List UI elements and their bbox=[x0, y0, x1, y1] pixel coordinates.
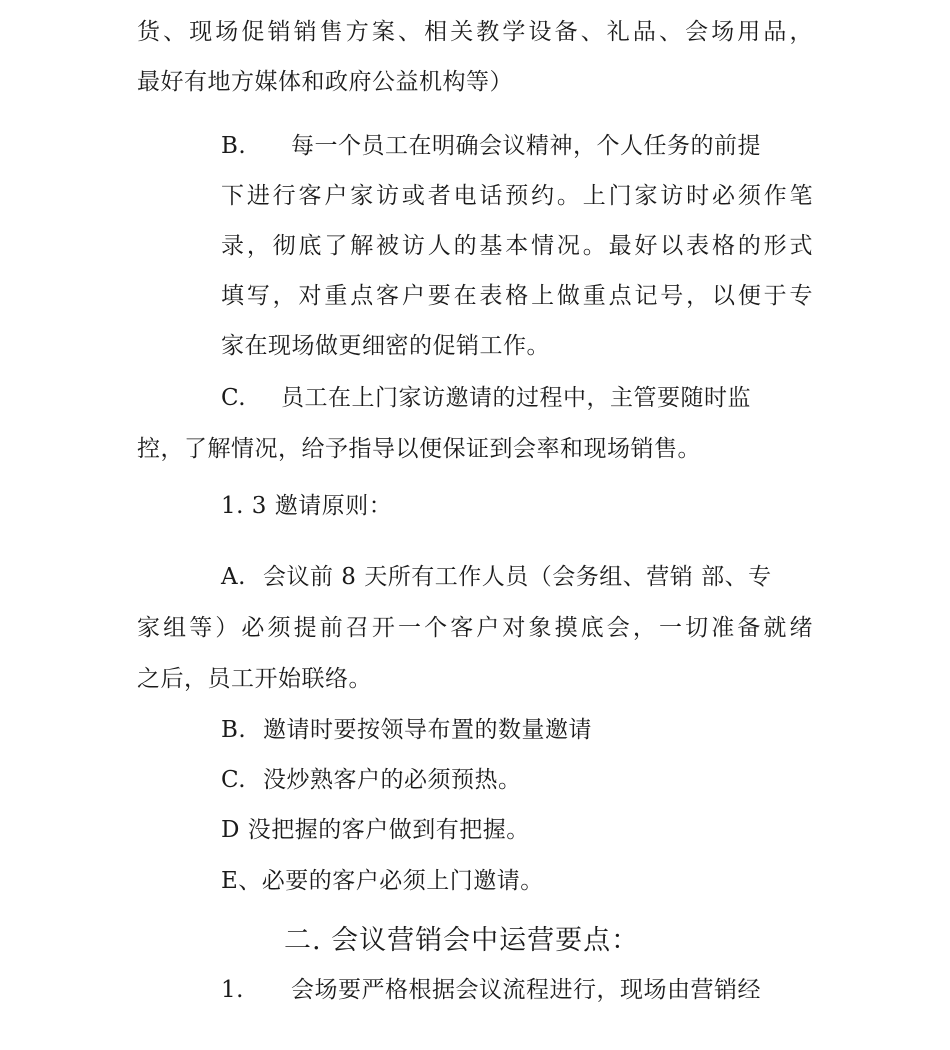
intro-line-2: 最好有地方媒体和政府公益机构等） bbox=[137, 69, 513, 95]
principle-a-line-2: 家组等）必须提前召开一个客户对象摸底会，一切准备就绪 bbox=[137, 615, 813, 641]
intro-line-1: 货、现场促销销售方案、相关教学设备、礼品、会场用品， bbox=[137, 19, 813, 45]
principle-b-text: 邀请时要按领导布置的数量邀请 bbox=[263, 717, 592, 743]
principle-a-line-3: 之后，员工开始联络。 bbox=[137, 666, 372, 692]
item-b-line-5: 家在现场做更细密的促销工作。 bbox=[221, 333, 550, 359]
item-c-text-1: 员工在上门家访邀请的过程中，主管要随时监 bbox=[281, 385, 751, 411]
section-2-title: 二. 会议营销会中运营要点： bbox=[284, 925, 640, 956]
item-b-line-1 bbox=[221, 131, 813, 161]
item-b-line-2: 下进行客户家访或者电话预约。上门家访时必须作笔 bbox=[221, 183, 813, 209]
principle-d: D 没把握的客户做到有把握。 bbox=[221, 817, 530, 843]
item-b-line-4: 填写，对重点客户要在表格上做重点记号，以便于专 bbox=[221, 283, 813, 309]
principle-a-line-1 bbox=[221, 562, 813, 592]
item-b-label: B. bbox=[221, 133, 247, 159]
item-b-line-3: 录，彻底了解被访人的基本情况。最好以表格的形式 bbox=[221, 233, 813, 259]
principle-c-text: 没炒熟客户的必须预热。 bbox=[263, 767, 522, 793]
principle-e: E、必要的客户必须上门邀请。 bbox=[221, 868, 544, 894]
item-c-line-1 bbox=[221, 383, 813, 413]
item-b-text-1: 每一个员工在明确会议精神，个人任务的前提 bbox=[291, 133, 761, 159]
principle-b bbox=[221, 715, 813, 745]
principle-a-text-1: 会议前 8 天所有工作人员（会务组、营销 部、专 bbox=[263, 564, 772, 590]
item-c-label: C. bbox=[221, 385, 247, 411]
item-c-line-2: 控，了解情况，给予指导以便保证到会率和现场销售。 bbox=[137, 436, 701, 462]
point-1-line-1 bbox=[221, 975, 813, 1005]
principle-a-label: A. bbox=[221, 564, 246, 590]
point-1-label: 1. bbox=[221, 977, 244, 1003]
principle-b-label: B. bbox=[221, 717, 247, 743]
principle-c bbox=[221, 765, 813, 795]
section-1-3-title: 1. 3 邀请原则： bbox=[221, 493, 393, 519]
point-1-text: 会场要严格根据会议流程进行，现场由营销经 bbox=[291, 977, 761, 1003]
principle-c-label: C. bbox=[221, 767, 247, 793]
